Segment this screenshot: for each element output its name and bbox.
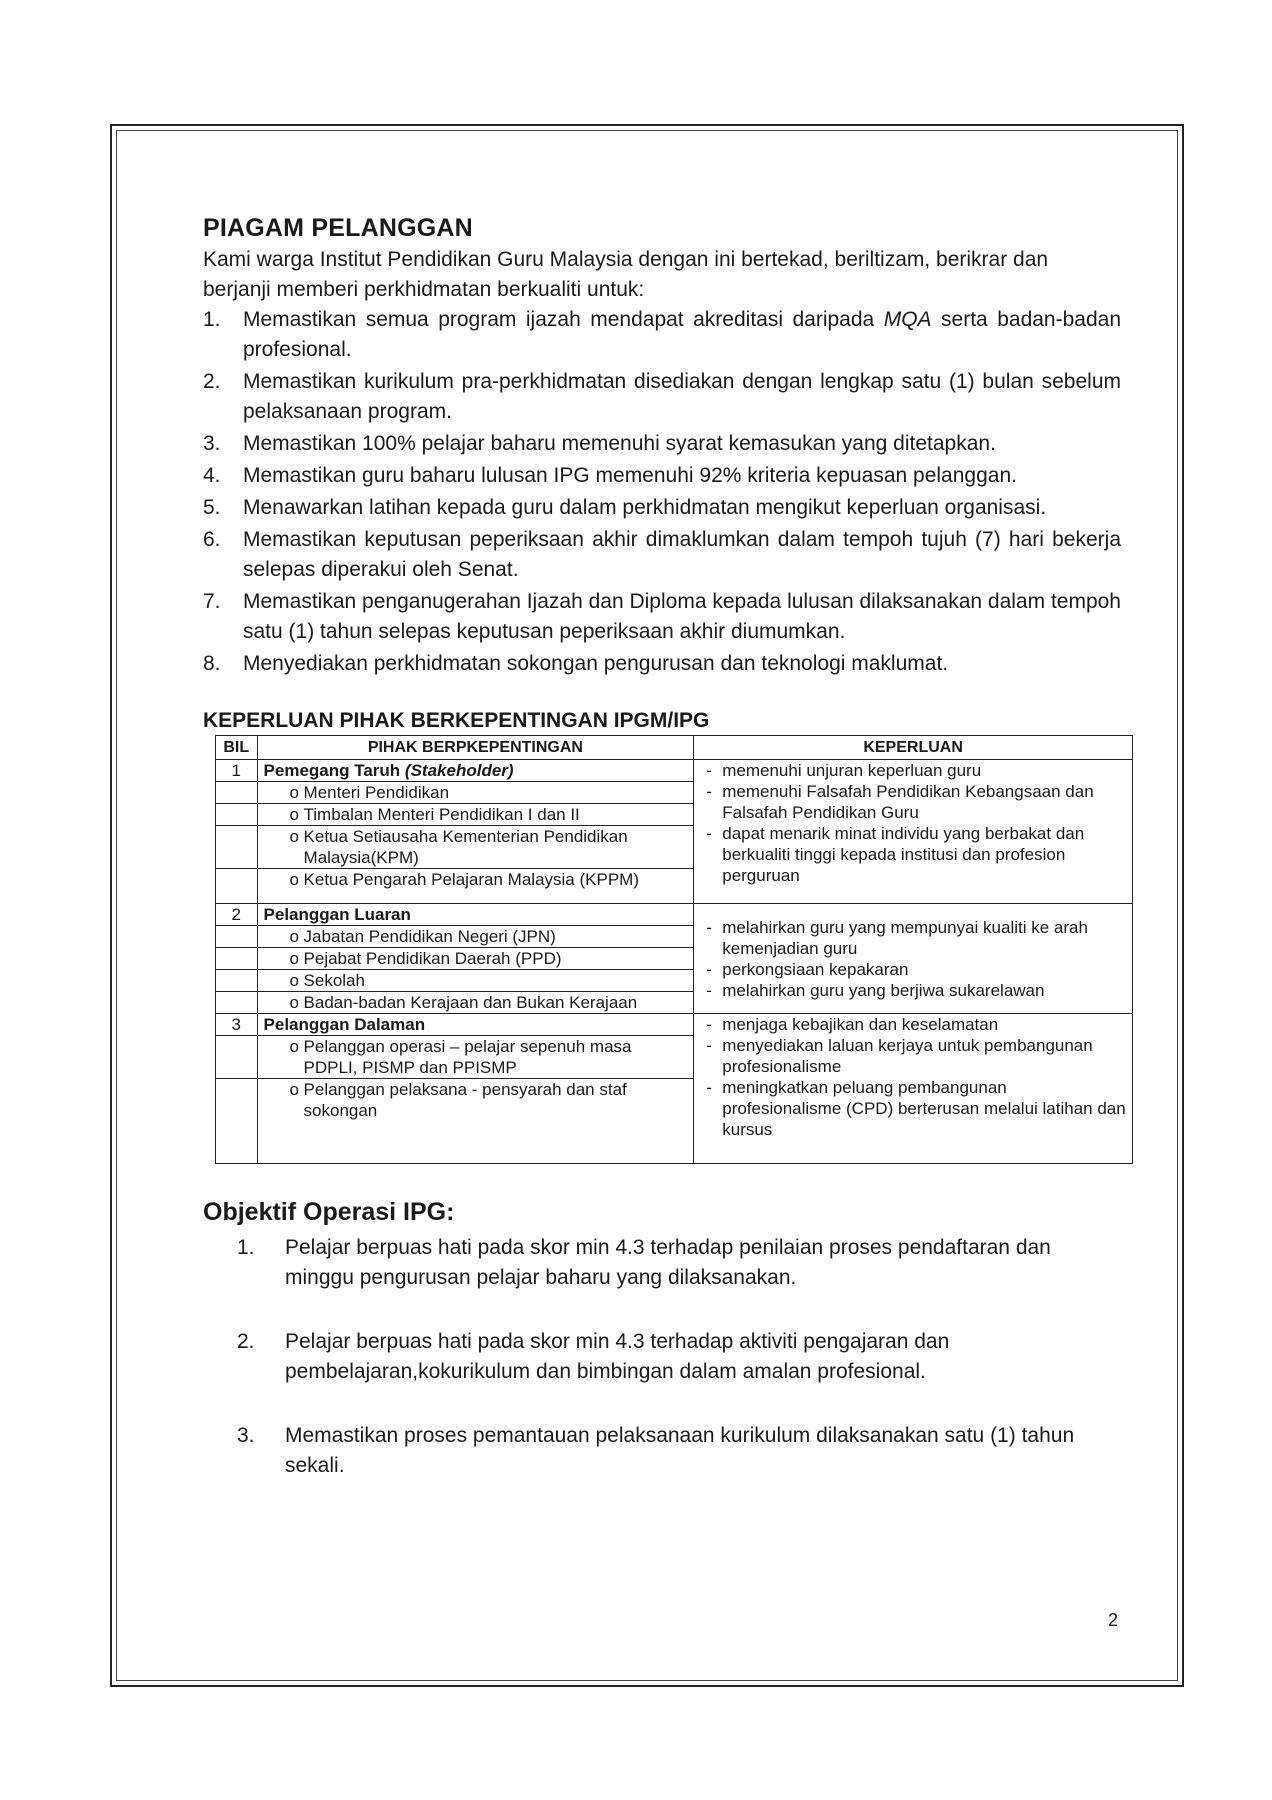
group-title-emphasis: (Stakeholder) bbox=[404, 761, 514, 780]
bullet-icon: o bbox=[289, 949, 299, 968]
member-text: Badan-badan Kerajaan dan Bukan Kerajaan bbox=[303, 993, 638, 1012]
charter-title: PIAGAM PELANGGAN bbox=[203, 214, 473, 242]
member-cell bbox=[257, 804, 694, 826]
group-title: Pelanggan Dalaman bbox=[263, 1015, 426, 1034]
member-item bbox=[264, 948, 688, 969]
need-item bbox=[700, 781, 1126, 823]
charter-item bbox=[203, 493, 1121, 523]
need-item bbox=[700, 959, 1126, 980]
stakeholder-title: KEPERLUAN PIHAK BERKEPENTINGAN IPGM/IPG bbox=[203, 709, 710, 732]
charter-item bbox=[203, 649, 1121, 679]
member-item bbox=[264, 782, 688, 803]
item-text: Memastikan semua program ijazah mendapat akreditasi daripada bbox=[243, 308, 884, 331]
member-cell bbox=[257, 970, 694, 992]
dash-icon: - bbox=[706, 1078, 712, 1097]
group-title: Pelanggan Luaran bbox=[263, 905, 411, 924]
item-number: 4. bbox=[203, 464, 221, 487]
row-needs bbox=[694, 760, 1133, 904]
header-bil: BIL bbox=[216, 736, 258, 760]
member-cell bbox=[257, 782, 694, 804]
row-needs bbox=[694, 904, 1133, 1014]
charter-intro: Kami warga Institut Pendidikan Guru Malaysia dengan ini bertekad, beriltizam, berikrar dan berjanji memberi perkhidmatan berkualiti untuk: bbox=[203, 248, 1049, 301]
need-text: melahirkan guru yang berjiwa sukarelawan bbox=[722, 980, 1045, 1000]
dash-icon: - bbox=[706, 824, 712, 843]
bullet-icon: o bbox=[289, 870, 299, 889]
item-text: Memastikan proses pemantauan pelaksanaan kurikulum dilaksanakan satu (1) tahun sekali. bbox=[285, 1424, 1075, 1477]
item-text: Memastikan guru baharu lulusan IPG memenuhi 92% kriteria kepuasan pelanggan. bbox=[243, 464, 1017, 487]
header-keperluan: KEPERLUAN bbox=[694, 736, 1133, 760]
charter-item bbox=[203, 525, 1121, 585]
charter-list bbox=[203, 305, 1121, 679]
table-header-row bbox=[216, 736, 1133, 760]
objective-item bbox=[203, 1233, 1121, 1293]
member-text: Pelanggan pelaksana - pensyarah dan staf sokongan bbox=[303, 1080, 627, 1120]
objectives-list bbox=[203, 1233, 1121, 1481]
member-item bbox=[264, 970, 688, 991]
table-row bbox=[216, 904, 1133, 926]
row-group-title bbox=[257, 904, 694, 926]
stakeholder-table bbox=[215, 735, 1133, 1164]
member-item bbox=[264, 1079, 688, 1121]
member-text: Menteri Pendidikan bbox=[303, 783, 450, 802]
need-item bbox=[700, 760, 1126, 781]
member-item bbox=[264, 992, 688, 1013]
need-text: dapat menarik minat individu yang berbakat dan berkualiti tinggi kepada institusi dan profesion perguruan bbox=[722, 824, 1085, 885]
bullet-icon: o bbox=[289, 827, 299, 846]
member-cell bbox=[257, 1036, 694, 1079]
objectives-title: Objektif Operasi IPG: bbox=[203, 1198, 455, 1226]
charter-item bbox=[203, 429, 1121, 459]
member-text: Sekolah bbox=[303, 971, 365, 990]
need-text: memenuhi Falsafah Pendidikan Kebangsaan dan Falsafah Pendidikan Guru bbox=[722, 782, 1094, 822]
charter-item bbox=[203, 461, 1121, 491]
bullet-icon: o bbox=[289, 783, 299, 802]
item-number: 8. bbox=[203, 652, 221, 675]
item-text: Memastikan 100% pelajar baharu memenuhi syarat kemasukan yang ditetapkan. bbox=[243, 432, 996, 455]
need-item bbox=[700, 1014, 1126, 1035]
bullet-icon: o bbox=[289, 993, 299, 1012]
objective-item bbox=[203, 1421, 1121, 1481]
document-content bbox=[203, 214, 1126, 1515]
row-needs bbox=[694, 1014, 1133, 1164]
dash-icon: - bbox=[706, 959, 712, 979]
dash-icon: - bbox=[706, 782, 712, 801]
item-emphasis: MQA bbox=[883, 308, 932, 331]
bullet-icon: o bbox=[289, 971, 299, 990]
member-text: Timbalan Menteri Pendidikan I dan II bbox=[303, 805, 580, 824]
item-number: 3. bbox=[203, 432, 221, 455]
member-item bbox=[264, 826, 688, 868]
item-number: 7. bbox=[203, 590, 221, 613]
member-cell bbox=[257, 869, 694, 904]
dash-icon: - bbox=[706, 980, 712, 1000]
bullet-icon: o bbox=[289, 927, 299, 946]
table-row bbox=[216, 760, 1133, 782]
member-item bbox=[264, 1036, 688, 1078]
group-title: Pemegang Taruh bbox=[263, 761, 401, 780]
item-text: Memastikan keputusan peperiksaan akhir dimaklumkan dalam tempoh tujuh (7) hari bekerja selepas diperakui oleh Senat. bbox=[243, 528, 1121, 581]
need-item bbox=[700, 980, 1126, 1001]
row-group-title bbox=[257, 1014, 694, 1036]
item-text: Memastikan penganugerahan Ijazah dan Diploma kepada lulusan dilaksanakan dalam tempoh satu (1) tahun selepas keputusan peperiksaan akhir diumumkan. bbox=[243, 590, 1121, 643]
item-text: Menawarkan latihan kepada guru dalam perkhidmatan mengikut keperluan organisasi. bbox=[243, 496, 1047, 519]
need-item bbox=[700, 823, 1126, 886]
need-text: menyediakan laluan kerjaya untuk pembangunan profesionalisme bbox=[722, 1036, 1093, 1076]
need-item bbox=[700, 1077, 1126, 1140]
page-number: 2 bbox=[1108, 1610, 1119, 1630]
need-text: melahirkan guru yang mempunyai kualiti ke arah kemenjadian guru bbox=[722, 917, 1088, 958]
bullet-icon: o bbox=[289, 1037, 299, 1056]
item-number: 6. bbox=[203, 528, 221, 551]
item-number: 5. bbox=[203, 496, 221, 519]
item-text: Memastikan kurikulum pra-perkhidmatan disediakan dengan lengkap satu (1) bulan sebelum pelaksanaan program. bbox=[243, 370, 1121, 423]
dash-icon: - bbox=[706, 1015, 712, 1034]
objective-item bbox=[203, 1327, 1121, 1387]
need-text: perkongsiaan kepakaran bbox=[722, 959, 909, 979]
need-item bbox=[700, 1035, 1126, 1077]
member-text: Pelanggan operasi – pelajar sepenuh masa PDPLI, PISMP dan PPISMP bbox=[303, 1037, 632, 1077]
bullet-icon: o bbox=[289, 805, 299, 824]
charter-item bbox=[203, 587, 1121, 647]
member-cell bbox=[257, 926, 694, 948]
item-text: Menyediakan perkhidmatan sokongan pengurusan dan teknologi maklumat. bbox=[243, 652, 949, 675]
table-row bbox=[216, 1014, 1133, 1036]
member-text: Jabatan Pendidikan Negeri (JPN) bbox=[303, 927, 556, 946]
member-text: Pejabat Pendidikan Daerah (PPD) bbox=[303, 949, 562, 968]
item-number: 1. bbox=[203, 308, 221, 331]
need-item bbox=[700, 917, 1126, 959]
dash-icon: - bbox=[706, 1036, 712, 1055]
header-pihak: PIHAK BERPKEPENTINGAN bbox=[257, 736, 694, 760]
item-number: 1. bbox=[237, 1236, 255, 1259]
member-cell bbox=[257, 826, 694, 869]
item-number: 3. bbox=[237, 1424, 255, 1447]
charter-item bbox=[203, 367, 1121, 427]
row-bil: 2 bbox=[216, 904, 258, 926]
item-number: 2. bbox=[237, 1330, 255, 1353]
member-item bbox=[264, 804, 688, 825]
member-item bbox=[264, 869, 688, 890]
item-number: 2. bbox=[203, 370, 221, 393]
row-group-title bbox=[257, 760, 694, 782]
need-text: meningkatkan peluang pembangunan profesionalisme (CPD) berterusan melalui latihan dan kursus bbox=[722, 1078, 1126, 1139]
member-cell bbox=[257, 992, 694, 1014]
need-text: menjaga kebajikan dan keselamatan bbox=[722, 1015, 999, 1034]
charter-item bbox=[203, 305, 1121, 365]
member-item bbox=[264, 926, 688, 947]
row-bil: 1 bbox=[216, 760, 258, 782]
item-text: Pelajar berpuas hati pada skor min 4.3 terhadap aktiviti pengajaran dan pembelajaran,kokurikulum dan bimbingan dalam amalan profesional. bbox=[285, 1330, 950, 1383]
row-bil: 3 bbox=[216, 1014, 258, 1036]
member-cell bbox=[257, 948, 694, 970]
item-text: Pelajar berpuas hati pada skor min 4.3 terhadap penilaian proses pendaftaran dan minggu pengurusan pelajar baharu yang dilaksanakan. bbox=[285, 1236, 1051, 1289]
member-cell bbox=[257, 1079, 694, 1164]
item-text-tail: serta badan-badan profesional. bbox=[243, 308, 1122, 361]
member-text: Ketua Setiausaha Kementerian Pendidikan Malaysia(KPM) bbox=[303, 827, 628, 867]
bullet-icon: o bbox=[289, 1080, 299, 1099]
dash-icon: - bbox=[706, 917, 712, 937]
member-text: Ketua Pengarah Pelajaran Malaysia (KPPM) bbox=[303, 870, 639, 889]
dash-icon: - bbox=[706, 761, 712, 780]
need-text: memenuhi unjuran keperluan guru bbox=[722, 761, 982, 780]
